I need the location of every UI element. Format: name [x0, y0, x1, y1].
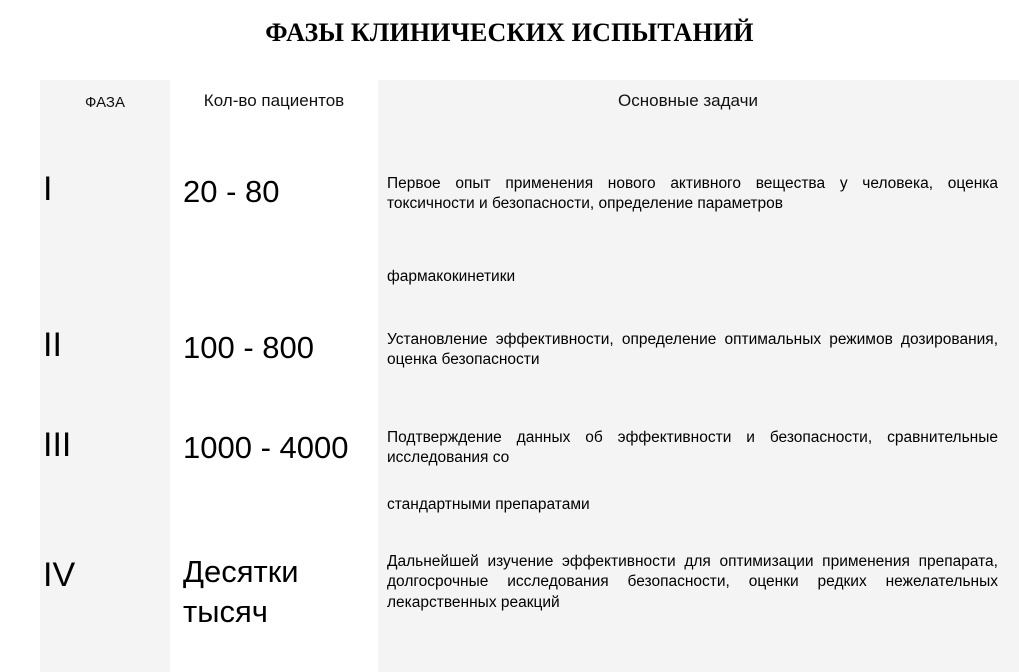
header-tasks: Основные задачи: [618, 91, 758, 110]
row-qty-4: Десятки тысяч: [183, 554, 299, 629]
row-task-extra-3: стандартными препаратами: [387, 496, 590, 513]
header-qty: Кол-во пациентов: [203, 91, 345, 110]
row-qty-1: 20 - 80: [183, 174, 280, 209]
page-title: ФАЗЫ КЛИНИЧЕСКИХ ИСПЫТАНИЙ: [265, 18, 754, 47]
row-phase-3: III: [43, 426, 72, 464]
row-qty-3: 1000 - 4000: [183, 430, 349, 465]
row-phase-2: II: [43, 326, 62, 364]
row-task-1: Первое опыт применения нового активного вещества у человека, оценка токсичности и безопасности, определение параметров: [387, 175, 998, 213]
row-task-extra-1: фармакокинетики: [387, 268, 516, 285]
row-task-4: Дальнейшей изучение эффективности для оптимизации применения препарата, долгосрочные исследования безопасности, оценки редких нежелательных лекарственных реакций: [387, 553, 998, 611]
header-phase: ФАЗА: [85, 94, 125, 111]
row-qty-2: 100 - 800: [183, 330, 314, 365]
row-task-3: Подтверждение данных об эффективности и безопасности, сравнительные исследования со: [387, 429, 998, 467]
row-phase-4: IV: [43, 556, 76, 594]
row-task-2: Установление эффективности, определение оптимальных режимов дозирования, оценка безопасности: [387, 331, 998, 369]
row-phase-1: I: [43, 170, 53, 208]
